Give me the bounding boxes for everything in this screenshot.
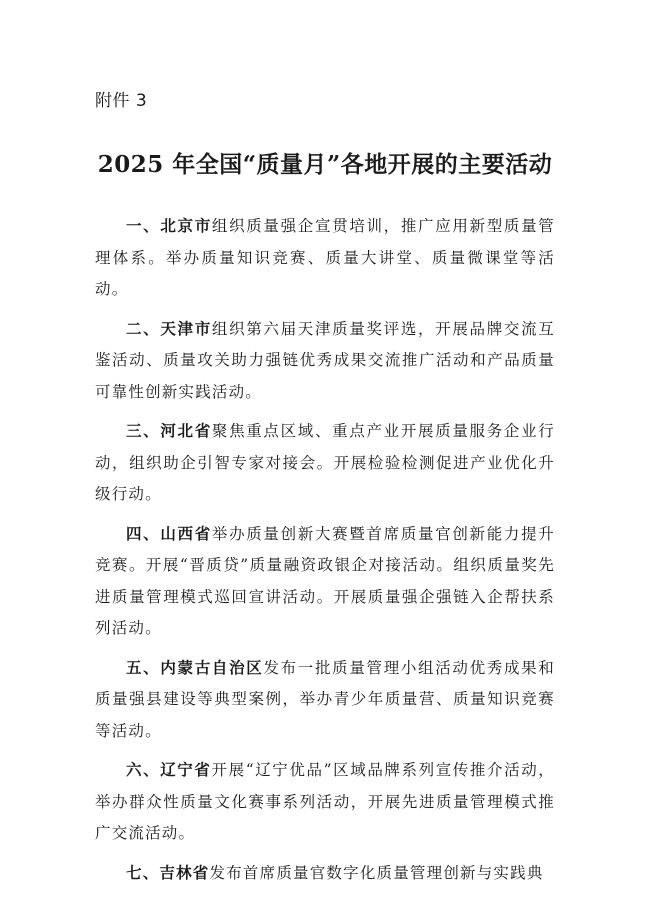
paragraph-text: 组织质量强企宣贯培训，推广应用新型质量管理体系。举办质量知识竞赛、质量大讲堂、质量微课堂等活动。 (95, 217, 555, 298)
region-heading: 一、北京市 (126, 217, 212, 235)
paragraph-inner-mongolia (95, 653, 555, 748)
paragraph-beijing (95, 211, 555, 306)
paragraph-text: 聚焦重点区域、重点产业开展质量服务企业行动，组织助企引智专家对接会。开展检验检测促进产业优化升级行动。 (95, 422, 555, 503)
paragraph-hebei (95, 416, 555, 511)
paragraph-text: 组织第六届天津质量奖评选，开展品牌交流互鉴活动、质量攻关助力强链优秀成果交流推广活动和产品质量可靠性创新实践活动。 (95, 319, 555, 401)
paragraph-shanxi (95, 519, 555, 645)
paragraph-text: 发布一批质量管理小组活动优秀成果和质量强县建设等典型案例，举办青少年质量营、质量知识竞赛等活动。 (95, 658, 555, 740)
region-heading: 二、天津市 (126, 319, 212, 338)
paragraph-text: 举办质量创新大赛暨首席质量官创新能力提升竞赛。开展“晋质贷”质量融资政银企对接活动。组织质量奖先进质量管理模式巡回宣讲活动。开展质量强企强链入企帮扶系列活动。 (95, 524, 555, 637)
paragraph-text: 发布首席质量官数字化质量管理创新与实践典 (209, 863, 544, 882)
region-heading: 五、内蒙古自治区 (126, 658, 264, 677)
region-heading: 四、山西省 (126, 524, 212, 543)
page-title: 2025 年全国“质量月”各地开展的主要活动 (97, 151, 553, 178)
paragraph-tianjin (95, 314, 555, 409)
paragraph-jilin (95, 858, 555, 890)
region-heading: 六、辽宁省 (126, 761, 212, 779)
attachment-label: 附件 3 (95, 91, 148, 111)
paragraph-text: 开展“辽宁优品”区域品牌系列宣传推介活动，举办群众性质量文化赛事系列活动，开展先进质量管理模式推广交流活动。 (95, 761, 555, 842)
region-heading: 三、河北省 (126, 422, 212, 440)
paragraph-liaoning (95, 755, 555, 850)
region-heading: 七、吉林省 (126, 863, 210, 882)
document-body (95, 211, 555, 897)
